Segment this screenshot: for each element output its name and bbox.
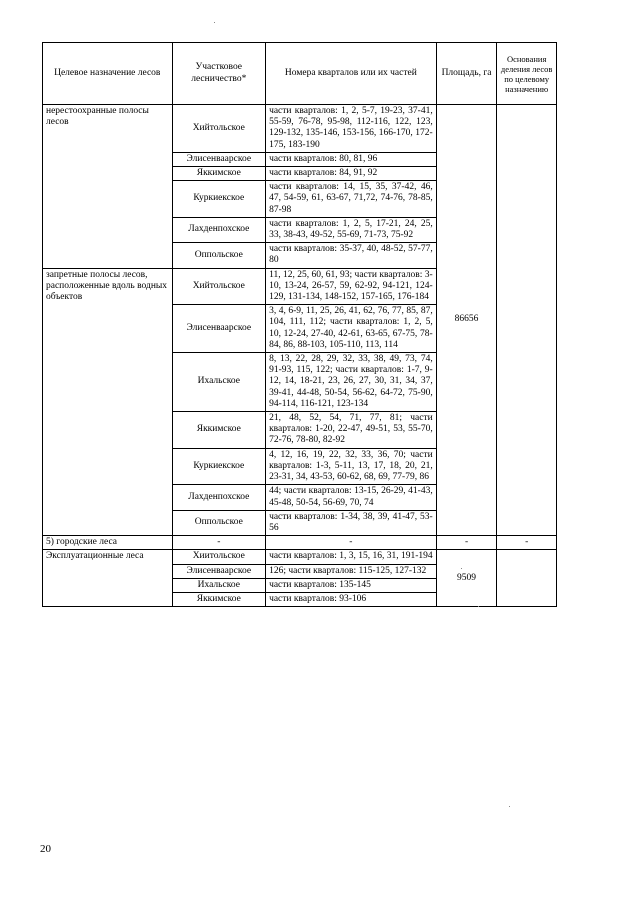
quarters-cell: 126; части кварталов: 115-125, 127-132 [266, 564, 437, 578]
basis-cell: - [497, 536, 557, 550]
district-cell: Элисенваарское [172, 152, 266, 166]
quarters-cell: 21, 48, 52, 54, 71, 77, 81; части кварталов: 1-20, 22-47, 49-51, 53, 55-70, 72-76, 78-80, 82-92 [266, 412, 437, 449]
quarters-cell: 8, 13, 22, 28, 29, 32, 33, 38, 49, 73, 74, 91-93, 115, 122; части кварталов: 1-7, 9-12, 14, 18-21, 23, 26, 27, 30, 31, 34, 37, 39-41, 44-48, 50-54, 56-62, 64-72, 75-90, 94-114, 116-121, 123-134 [266, 353, 437, 412]
quarters-cell: части кварталов: 1, 3, 15, 16, 31, 191-194 [266, 550, 437, 564]
quarters-cell: части кварталов: 84, 91, 92 [266, 167, 437, 181]
header-basis: Основания деления лесов по целевому назначению [497, 43, 557, 105]
quarters-cell: 4, 12, 16, 19, 22, 32, 33, 36, 70; части кварталов: 1-3, 5-11, 13, 17, 18, 20, 21, 23-31, 34, 43-53, 60-62, 68, 69, 77-79, 86 [266, 448, 437, 485]
table-body [43, 105, 557, 607]
district-cell: Яккимское [172, 167, 266, 181]
quarters-cell: части кварталов: 1, 2, 5, 17-21, 24, 25, 33, 38-43, 49-52, 55-69, 71-73, 75-92 [266, 217, 437, 242]
district-cell: Ихальское [172, 353, 266, 412]
header-district: Участковое лесничество* [172, 43, 266, 105]
scan-speck [509, 806, 510, 807]
header-area: Площадь, га [436, 43, 497, 105]
district-cell: Элисенваарское [172, 305, 266, 353]
purpose-cell: 5) городские леса [43, 536, 173, 550]
district-cell: Яккимское [172, 592, 266, 606]
quarters-cell: части кварталов: 1-34, 38, 39, 41-47, 53-56 [266, 510, 437, 535]
quarters-cell: части кварталов: 1, 2, 5-7, 19-23, 37-41, 55-59, 76-78, 95-98, 112-116, 122, 123, 129-132, 135-146, 153-156, 166-170, 172-175, 183-190 [266, 105, 437, 153]
quarters-cell: 11, 12, 25, 60, 61, 93; части кварталов: 3-10, 13-24, 26-57, 59, 62-92, 94-121, 124-129, 131-134, 148-152, 157-165, 176-184 [266, 268, 437, 305]
scan-speck [214, 22, 215, 23]
district-cell: Лахденпохское [172, 217, 266, 242]
purpose-cell: запретные полосы лесов, расположенные вдоль водных объектов [43, 268, 173, 535]
table-row [43, 105, 557, 153]
district-cell: Яккимское [172, 412, 266, 449]
purpose-cell: Эксплуатационные леса [43, 550, 173, 607]
table-row [43, 550, 557, 564]
district-cell: - [172, 536, 266, 550]
district-cell: Куркиекское [172, 181, 266, 218]
quarters-cell: части кварталов: 35-37, 40, 48-52, 57-77, 80 [266, 243, 437, 268]
quarters-cell: части кварталов: 135-145 [266, 578, 437, 592]
district-cell: Ихальское [172, 578, 266, 592]
quarters-cell: 44; части кварталов: 13-15, 26-29, 41-43, 45-48, 50-54, 56-69, 70, 74 [266, 485, 437, 510]
district-cell: Лахденпохское [172, 485, 266, 510]
table-header-row [43, 43, 557, 105]
district-cell: Оппольское [172, 243, 266, 268]
basis-cell [497, 550, 557, 607]
header-purpose: Целевое назначение лесов [43, 43, 173, 105]
district-cell: Хийтольское [172, 268, 266, 305]
quarters-cell: - [266, 536, 437, 550]
area-cell: - [436, 536, 497, 550]
area-cell: 86656 [436, 105, 497, 536]
district-cell: Куркиекское [172, 448, 266, 485]
district-cell: Хиитольское [172, 550, 266, 564]
quarters-cell: части кварталов: 80, 81, 96 [266, 152, 437, 166]
table-row-city-forests [43, 536, 557, 550]
area-cell: 9509 [436, 550, 497, 607]
page-number: 20 [40, 843, 51, 855]
basis-cell [497, 105, 557, 536]
quarters-cell: части кварталов: 14, 15, 35, 37-42, 46, 47, 54-59, 61, 63-67, 71,72, 74-76, 78-85, 87-98 [266, 181, 437, 218]
header-quarters: Номера кварталов или их частей [266, 43, 437, 105]
purpose-cell: нерестоохранные полосы лесов [43, 105, 173, 269]
quarters-cell: части кварталов: 93-106 [266, 592, 437, 606]
district-cell: Элисенваарское [172, 564, 266, 578]
district-cell: Хийтольское [172, 105, 266, 153]
quarters-cell: 3, 4, 6-9, 11, 25, 26, 41, 62, 76, 77, 85, 87, 104, 111, 112; части кварталов: 1, 2, 5, 10, 12-24, 27-40, 42-61, 63-65, 67-75, 78-84, 86, 88-103, 105-110, 113, 114 [266, 305, 437, 353]
scan-speck [461, 568, 462, 569]
district-cell: Оппольское [172, 510, 266, 535]
forest-purpose-table [42, 42, 557, 607]
scan-speck [478, 606, 479, 607]
